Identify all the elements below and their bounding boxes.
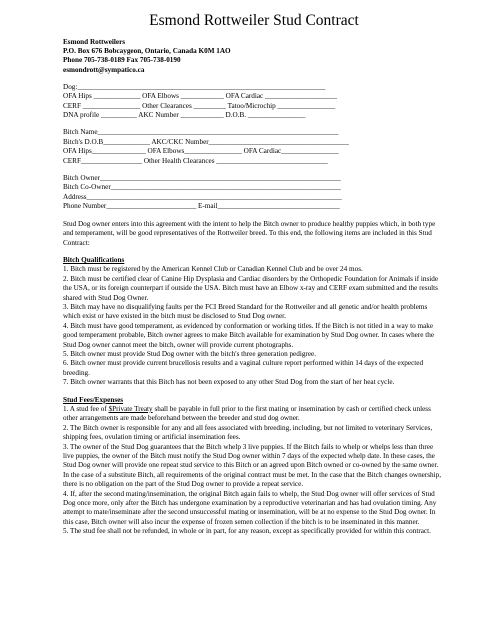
qualification-item: 4. Bitch must have good temperament, as evidenced by conformation or working titles. If the Bitch is not titled in a way to make good temperament probable, Bitch owner agrees to make Bitch available for examination by Stud Dog owner. In cases where the Stud Dog owner cannot meet the bitch, owner will provide current photographs.	[63, 321, 435, 349]
phone-email-field[interactable]: Phone Number_________________________ E-mail__________________________________	[63, 202, 340, 211]
address-field[interactable]: Address_______________________________________________________________________	[63, 192, 342, 201]
bitch-name-field[interactable]: Bitch Name___________________________________________________________________	[63, 128, 339, 137]
fees-heading: Stud Fees/Expenses	[63, 395, 124, 404]
bitch-co-owner-field[interactable]: Bitch Co-Owner________________________________________________________________	[63, 183, 341, 192]
dog-name-field[interactable]: Dog:_____________________________________________________________________	[63, 82, 326, 91]
qualification-item: 5. Bitch owner must provide Stud Dog owner with the bitch's three generation pedigree.	[63, 349, 316, 358]
kennel-phone-fax: Phone 705-738-0189 Fax 705-738-0190	[63, 56, 181, 65]
owner-info-section	[63, 174, 445, 212]
dog-cerf-field[interactable]: CERF ________________ Other Clearances _________ Tatoo/Microchip ________________	[63, 101, 336, 110]
bitch-cerf-field[interactable]: CERF_________________ Other Health Clearances _______________________________	[63, 156, 328, 165]
fee-item: 2. The Bitch owner is responsible for any and all fees associated with breeding, including, but not limited to veterinary Services, shipping fees, ovulation timing or artificial insemination fees.	[63, 423, 433, 442]
fee-item: 4. If, after the second mating/insemination, the original Bitch again fails to whelp, the Stud Dog owner will offer services of Stud Dog once more, only after the Bitch has undergone examination by a reproductive veterinarian and has had ovulation timing. Any attempt to mate/inseminate after the second unsuccessful mating or insemination, will be at no expense to the Stud Dog owner. In this case, Bitch owner will also incur the expense of frozen semen collection if the bitch is to be inseminated in this manner.	[63, 489, 437, 526]
qualification-item: 7. Bitch owner warrants that this Bitch has not been exposed to any other Stud Dog from the start of her heat cycle.	[63, 378, 395, 387]
qualifications-section	[63, 256, 445, 388]
fees-section	[63, 396, 445, 537]
fee-item	[63, 405, 445, 424]
fee-item-intro: 1. A stud fee of	[63, 405, 109, 413]
dog-info-section	[63, 83, 445, 121]
document-title: Esmond Rottweiler Stud Contract	[149, 12, 359, 29]
bitch-ofa-field[interactable]: OFA Hips_______________ OFA Elbows________________ OFA Cardiac________________	[63, 147, 339, 156]
fee-item: 3. The owner of the Stud Dog guarantees that the Bitch whelp 3 live puppies. If the Bitch fails to whelp or whelps less than three live puppies, the owner of the Bitch must notify the Stud Dog owner within 7 days of the expected whelp date. In these cases, the Stud Dog owner will provide one repeat stud service to this Bitch or an agreed upon Bitch owned or co-owned by the same owner. In the case of a substitute Bitch, all requirements of the original contract must be met. In the case that the Bitch changes ownership, there is no obligation on the part of the Stud Dog owner to provide a repeat service.	[63, 442, 442, 489]
fee-item-terms: shall be payable in full prior to the first mating or insemination by cash or certified check unless other arrangements are made beforehand between the breeder and stud dog owner.	[63, 405, 431, 423]
kennel-email: esmondrott@sympatico.ca	[63, 65, 145, 74]
kennel-name: Esmond Rottweilers	[63, 38, 126, 46]
qualifications-heading: Bitch Qualifications	[63, 255, 125, 264]
bitch-owner-field[interactable]: Bitch Owner___________________________________________________________________	[63, 174, 341, 183]
intro-paragraph: Stud Dog owner enters into this agreement with the intent to help the Bitch owner to produce healthy puppies which, in both type and temperament, will be good representatives of the Rottweiler breed. To this end, the following items are included in this Stud Contract:	[63, 219, 436, 247]
dog-dna-field[interactable]: DNA profile __________ AKC Number ____________ D.O.B. ________________	[63, 111, 306, 120]
qualification-item: 1. Bitch must be registered by the American Kennel Club or Canadian Kennel Club and be over 24 mos.	[63, 265, 363, 274]
bitch-dob-field[interactable]: Bitch's D.O.B_____________ AKC/CKC Number_______________________________________	[63, 137, 349, 146]
stud-fee-value: $Private Treaty	[108, 405, 153, 413]
qualification-item: 6. Bitch owner must provide current brucellosis results and a vaginal culture report performed within 14 days of the expected breeding.	[63, 359, 424, 377]
kennel-address: P.O. Box 676 Bobcaygeon, Ontario, Canada K0M 1AO	[63, 47, 231, 56]
fee-item: 5. The stud fee shall not be refunded, in whole or in part, for any reason, except as specifically provided for within this contract.	[63, 527, 431, 536]
qualification-item: 3. Bitch may have no disqualifying faults per the FCI Breed Standard for the Rottweiler and all genetic and/or health problems which exist or have existed in the bitch must be disclosed to Stud Dog owner.	[63, 302, 428, 321]
qualification-item: 2. Bitch must be certified clear of Canine Hip Dysplasia and Cardiac disorders by the Orthopedic Foundation for Animals if inside the USA, or its foreign counterpart if outside the USA. Bitch must have an Elbow x-ray and CERF exam submitted and the results shared with Stud Dog Owner.	[63, 274, 439, 302]
bitch-info-section	[63, 128, 445, 166]
dog-ofa-field[interactable]: OFA Hips _____________ OFA Elbows ____________ OFA Cardiac ____________________	[63, 92, 337, 101]
